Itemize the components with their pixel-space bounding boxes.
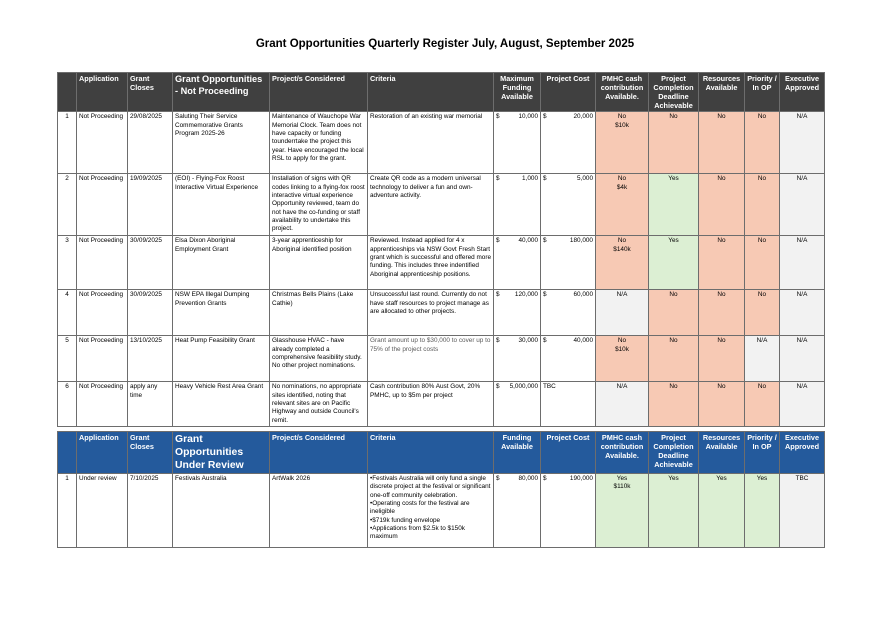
amount: 1,000 bbox=[522, 175, 538, 183]
row-number: 6 bbox=[58, 382, 77, 427]
priority-in-op: Yes bbox=[745, 474, 780, 548]
grant-opportunity: Festivals Australia bbox=[173, 474, 270, 548]
resources-available: No bbox=[699, 236, 745, 290]
currency-symbol: $ bbox=[496, 237, 500, 245]
col-criteria-header: Criteria bbox=[368, 73, 494, 112]
grant-opportunity: Heat Pump Feasibility Grant bbox=[173, 336, 270, 382]
currency-symbol: $ bbox=[496, 291, 500, 299]
table-row bbox=[58, 174, 825, 236]
amount: 40,000 bbox=[573, 337, 593, 345]
max-funding bbox=[494, 112, 541, 174]
executive-approved: N/A bbox=[780, 290, 825, 336]
project-cost bbox=[541, 336, 596, 382]
criteria: Reviewed. Instead applied for 4 x apprenticeships via NSW Govt Fresh Start grant which is successful and offered more funding. This includes three indentified Aboriginal apprenticeship positions. bbox=[368, 236, 494, 290]
col-project-cost-header: Project Cost bbox=[541, 73, 596, 112]
amount: 60,000 bbox=[573, 291, 593, 299]
row-number: 1 bbox=[58, 474, 77, 548]
col-opportunity-header: Grant Opportunities Under Review bbox=[173, 432, 270, 474]
completion-achievable: No bbox=[649, 290, 699, 336]
completion-achievable: No bbox=[649, 382, 699, 427]
table-row bbox=[58, 290, 825, 336]
pmhc-contribution: N/A bbox=[596, 290, 649, 336]
grant-closes: apply any time bbox=[128, 382, 173, 427]
completion-achievable: Yes bbox=[649, 236, 699, 290]
executive-approved: N/A bbox=[780, 236, 825, 290]
criteria: •Festivals Australia will only fund a single discrete project at the festival or significant one-off community celebration. •Operating costs for the festival are ineligible •$719k funding envelope •Applications from $2.5k to $150k maximum bbox=[368, 474, 494, 548]
pmhc-contribution: No $10k bbox=[596, 112, 649, 174]
project-considered: ArtWalk 2026 bbox=[270, 474, 368, 548]
max-funding bbox=[494, 474, 541, 548]
grant-closes: 7/10/2025 bbox=[128, 474, 173, 548]
row-number: 2 bbox=[58, 174, 77, 236]
row-number: 1 bbox=[58, 112, 77, 174]
col-project-cost-header: Project Cost bbox=[541, 432, 596, 474]
executive-approved: N/A bbox=[780, 336, 825, 382]
grant-closes: 29/08/2025 bbox=[128, 112, 173, 174]
pmhc-contribution: No $4k bbox=[596, 174, 649, 236]
currency-symbol: $ bbox=[496, 337, 500, 345]
pmhc-contribution: No $140k bbox=[596, 236, 649, 290]
currency-symbol: $ bbox=[543, 113, 547, 121]
amount: 5,000 bbox=[577, 175, 593, 183]
project-cost bbox=[541, 174, 596, 236]
grant-closes: 13/10/2025 bbox=[128, 336, 173, 382]
col-criteria-header: Criteria bbox=[368, 432, 494, 474]
col-executive-header: Executive Approved bbox=[780, 432, 825, 474]
amount: 20,000 bbox=[573, 113, 593, 121]
currency-symbol: $ bbox=[496, 113, 500, 121]
resources-available: No bbox=[699, 382, 745, 427]
grant-opportunity: Heavy Vehicle Rest Area Grant bbox=[173, 382, 270, 427]
application-status: Not Proceeding bbox=[77, 290, 128, 336]
col-priority-header: Priority / In OP bbox=[745, 73, 780, 112]
priority-in-op: No bbox=[745, 236, 780, 290]
col-resources-header: Resources Available bbox=[699, 432, 745, 474]
col-pmhc-header: PMHC cash contribution Available. bbox=[596, 432, 649, 474]
currency-symbol: $ bbox=[496, 383, 500, 391]
priority-in-op: No bbox=[745, 382, 780, 427]
col-funding-header: Funding Available bbox=[494, 432, 541, 474]
pmhc-contribution: No $10k bbox=[596, 336, 649, 382]
completion-achievable: Yes bbox=[649, 174, 699, 236]
executive-approved: N/A bbox=[780, 174, 825, 236]
row-number: 4 bbox=[58, 290, 77, 336]
amount: TBC bbox=[543, 383, 556, 391]
max-funding bbox=[494, 336, 541, 382]
col-priority-header: Priority / In OP bbox=[745, 432, 780, 474]
amount: 120,000 bbox=[514, 291, 538, 299]
col-completion-header: Project Completion Deadline Achievable bbox=[649, 432, 699, 474]
application-status: Under review bbox=[77, 474, 128, 548]
max-funding bbox=[494, 290, 541, 336]
criteria: Restoration of an existing war memorial bbox=[368, 112, 494, 174]
table-row bbox=[58, 336, 825, 382]
col-executive-header: Executive Approved bbox=[780, 73, 825, 112]
row-number: 3 bbox=[58, 236, 77, 290]
col-project-header: Project/s Considered bbox=[270, 73, 368, 112]
currency-symbol: $ bbox=[543, 175, 547, 183]
max-funding bbox=[494, 174, 541, 236]
grant-closes: 30/09/2025 bbox=[128, 236, 173, 290]
table-row bbox=[58, 236, 825, 290]
col-project-header: Project/s Considered bbox=[270, 432, 368, 474]
criteria: Cash contribution 80% Aust Govt, 20% PMHC, up to $5m per project bbox=[368, 382, 494, 427]
project-cost bbox=[541, 474, 596, 548]
grant-closes: 30/09/2025 bbox=[128, 290, 173, 336]
col-completion-header: Project Completion Deadline Achievable bbox=[649, 73, 699, 112]
executive-approved: TBC bbox=[780, 474, 825, 548]
grant-opportunity: Elsa Dixon Aboriginal Employment Grant bbox=[173, 236, 270, 290]
resources-available: No bbox=[699, 112, 745, 174]
table-row bbox=[58, 112, 825, 174]
project-considered: Maintenance of Wauchope War Memorial Clock. Team does not have capacity or funding tounderrtake the project this year. Have encouraged the local RSL to apply for the grant. bbox=[270, 112, 368, 174]
project-cost bbox=[541, 236, 596, 290]
amount: 80,000 bbox=[518, 475, 538, 482]
row-number: 5 bbox=[58, 336, 77, 382]
table-row bbox=[58, 382, 825, 427]
project-cost bbox=[541, 382, 596, 427]
application-status: Not Proceeding bbox=[77, 174, 128, 236]
amount: 190,000 bbox=[569, 475, 593, 482]
amount: 30,000 bbox=[518, 337, 538, 345]
priority-in-op: N/A bbox=[745, 336, 780, 382]
max-funding bbox=[494, 382, 541, 427]
project-considered: Christmas Bells Plains (Lake Cathie) bbox=[270, 290, 368, 336]
project-cost bbox=[541, 290, 596, 336]
criteria: Grant amount up to $30,000 to cover up to 75% of the project costs bbox=[368, 336, 494, 382]
project-considered: No nominations, no appropriate sites identified, noting that relevant sites are on Pacific Highway and outside Council's remit. bbox=[270, 382, 368, 427]
executive-approved: N/A bbox=[780, 112, 825, 174]
currency-symbol: $ bbox=[496, 475, 500, 482]
amount: 40,000 bbox=[518, 237, 538, 245]
col-application-header: Application bbox=[77, 432, 128, 474]
page-title: Grant Opportunities Quarterly Register July, August, September 2025 bbox=[255, 38, 635, 50]
project-considered: Installation of signs with QR codes linking to a flying-fox roost interactive virtual experience Opportunity reviewed, team do not have the co-funding or staff availability to undertake this project. bbox=[270, 174, 368, 236]
currency-symbol: $ bbox=[543, 475, 547, 482]
col-grant-closes-header: Grant Closes bbox=[128, 73, 173, 112]
application-status: Not Proceeding bbox=[77, 112, 128, 174]
application-status: Not Proceeding bbox=[77, 236, 128, 290]
criteria: Unsuccessful last round. Currently do not have staff resources to project manage as are allocated to other projects. bbox=[368, 290, 494, 336]
application-status: Not Proceeding bbox=[77, 336, 128, 382]
col-number-header bbox=[58, 432, 77, 474]
completion-achievable: No bbox=[649, 336, 699, 382]
project-cost bbox=[541, 112, 596, 174]
executive-approved: N/A bbox=[780, 382, 825, 427]
under-review-table bbox=[57, 431, 825, 548]
col-resources-header: Resources Available bbox=[699, 73, 745, 112]
resources-available: No bbox=[699, 174, 745, 236]
not-proceeding-table bbox=[57, 72, 825, 427]
criteria: Create QR code as a modern universal technology to deliver a fun and own-adventure activity. bbox=[368, 174, 494, 236]
priority-in-op: No bbox=[745, 174, 780, 236]
col-number-header bbox=[58, 73, 77, 112]
max-funding bbox=[494, 236, 541, 290]
amount: 5,000,000 bbox=[509, 383, 538, 391]
completion-achievable: No bbox=[649, 112, 699, 174]
table-row bbox=[58, 474, 825, 548]
currency-symbol: $ bbox=[543, 291, 547, 299]
application-status: Not Proceeding bbox=[77, 382, 128, 427]
col-grant-closes-header: Grant Closes bbox=[128, 432, 173, 474]
grant-opportunity: (EOI) - Flying-Fox Roost Interactive Virtual Experience bbox=[173, 174, 270, 236]
amount: 180,000 bbox=[569, 237, 593, 245]
grant-opportunity: Saluting Their Service Commemorative Grants Program 2025-26 bbox=[173, 112, 270, 174]
resources-available: Yes bbox=[699, 474, 745, 548]
grant-opportunity: NSW EPA Illegal Dumping Prevention Grants bbox=[173, 290, 270, 336]
priority-in-op: No bbox=[745, 112, 780, 174]
col-pmhc-header: PMHC cash contribution Available. bbox=[596, 73, 649, 112]
completion-achievable: Yes bbox=[649, 474, 699, 548]
grant-closes: 19/09/2025 bbox=[128, 174, 173, 236]
col-opportunity-header: Grant Opportunities - Not Proceeding bbox=[173, 73, 270, 112]
resources-available: No bbox=[699, 290, 745, 336]
col-application-header: Application bbox=[77, 73, 128, 112]
col-max-funding-header: Maximum Funding Available bbox=[494, 73, 541, 112]
project-considered: 3-year apprenticeship for Aboriginal identified position bbox=[270, 236, 368, 290]
currency-symbol: $ bbox=[496, 175, 500, 183]
priority-in-op: No bbox=[745, 290, 780, 336]
resources-available: No bbox=[699, 336, 745, 382]
project-considered: Glasshouse HVAC - have already completed a comprehensive feasibility study. No other project nominations. bbox=[270, 336, 368, 382]
amount: 10,000 bbox=[518, 113, 538, 121]
currency-symbol: $ bbox=[543, 237, 547, 245]
pmhc-contribution: Yes $110k bbox=[596, 474, 649, 548]
pmhc-contribution: N/A bbox=[596, 382, 649, 427]
currency-symbol: $ bbox=[543, 337, 547, 345]
